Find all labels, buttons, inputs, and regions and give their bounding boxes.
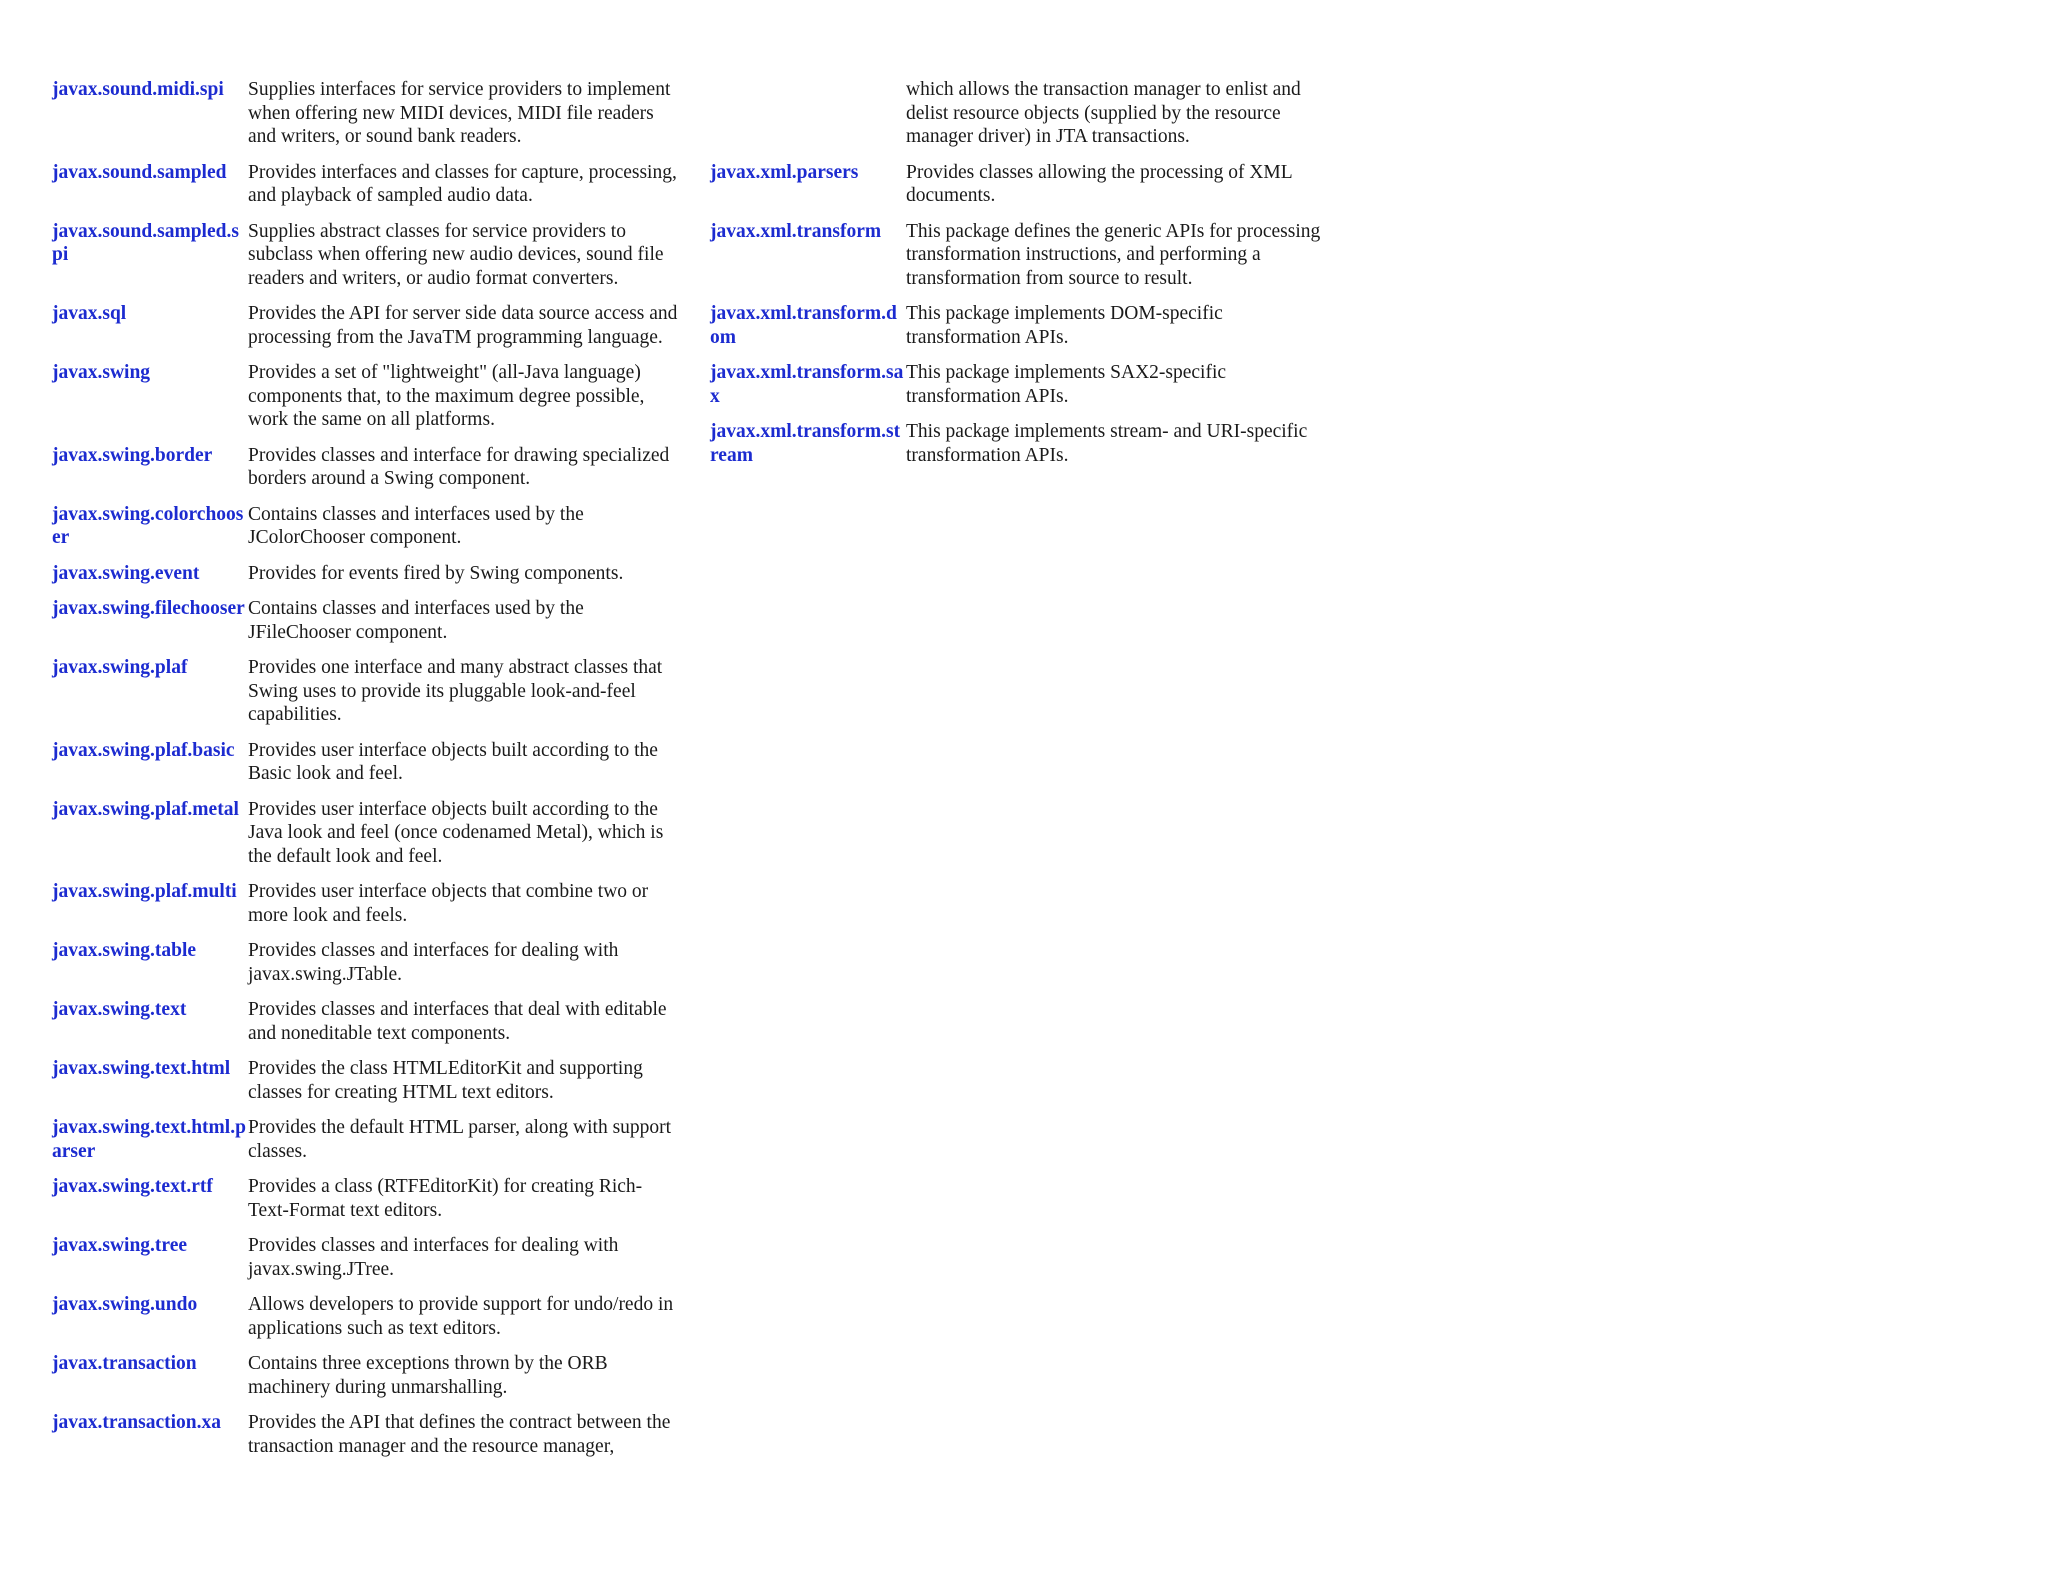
package-row [52,1175,682,1222]
package-row [710,161,1340,208]
package-description: Supplies abstract classes for service providers to subclass when offering new audio devices, sound file readers and writers, or audio format converters. [248,220,664,289]
package-description: Provides user interface objects built according to the Basic look and feel. [248,739,658,784]
package-link[interactable]: javax.transaction.xa [52,1412,221,1433]
package-row [52,1293,682,1340]
package-description: Contains classes and interfaces used by the JColorChooser component. [248,503,584,548]
package-description: Provides the API for server side data source access and processing from the JavaTM programming language. [248,303,678,348]
package-row [52,161,682,208]
package-row [52,78,682,149]
package-row [52,1057,682,1104]
package-link[interactable]: javax.swing.text [52,999,187,1020]
package-row [52,1411,682,1458]
package-row [710,302,1340,349]
package-link[interactable]: javax.sound.midi.spi [52,79,224,100]
package-link[interactable]: javax.sql [52,303,127,324]
package-link[interactable]: javax.swing.plaf.metal [52,798,239,820]
package-link[interactable]: javax.swing.filechooser [52,598,245,619]
package-link[interactable]: javax.swing.colorchooser [52,503,244,548]
package-description: Provides the default HTML parser, along with support classes. [248,1117,672,1162]
package-description: This package defines the generic APIs for processing transformation instructions, and performing a transformation from source to result. [906,220,1321,289]
package-description: Provides a set of "lightweight" (all-Java language) components that, to the maximum degree possible, work the same on all platforms. [248,362,645,430]
package-description: This package implements DOM-specific transformation APIs. [906,303,1223,348]
left-column [52,78,682,1470]
package-row [710,220,1340,291]
package-description: Provides classes and interfaces for dealing with javax.swing.JTable. [248,940,619,985]
package-link[interactable]: javax.transaction [52,1353,197,1374]
package-description: Provides classes and interfaces for dealing with javax.swing.JTree. [248,1235,619,1280]
package-link[interactable]: javax.xml.parsers [710,161,859,183]
package-description: Contains classes and interfaces used by the JFileChooser component. [248,598,584,643]
package-link[interactable]: javax.xml.transform [710,220,882,242]
package-description: Provides the class HTMLEditorKit and supporting classes for creating HTML text editors. [248,1058,643,1103]
package-row [52,739,682,786]
package-link[interactable]: javax.xml.transform.sax [710,362,904,407]
right-column [710,78,1340,479]
package-description: Provides interfaces and classes for capture, processing, and playback of sampled audio data. [248,161,677,206]
package-row [52,656,682,727]
package-link[interactable]: javax.swing [52,362,151,383]
package-description: Provides the API that defines the contract between the transaction manager and the resource manager, [248,1412,671,1457]
package-link[interactable]: javax.swing.event [52,562,200,584]
package-link[interactable]: javax.xml.transform.dom [710,303,897,348]
package-row [52,597,682,644]
package-link[interactable]: javax.swing.undo [52,1294,198,1315]
package-description: Provides one interface and many abstract classes that Swing uses to provide its pluggable look-and-feel capabilities. [248,657,663,725]
package-link[interactable]: javax.swing.text.rtf [52,1176,213,1197]
package-link[interactable]: javax.xml.transform.stream [710,421,901,466]
package-row [52,1116,682,1163]
package-link[interactable]: javax.sound.sampled [52,161,227,183]
package-description: This package implements SAX2-specific transformation APIs. [906,362,1227,407]
package-link[interactable]: javax.swing.table [52,940,197,961]
package-description: which allows the transaction manager to enlist and delist resource objects (supplied by the resource manager driver) in JTA transactions. [906,79,1301,147]
package-row [52,880,682,927]
package-description: Provides user interface objects built according to the Java look and feel (once codenamed Metal), which is the default look and feel. [248,798,664,867]
package-description: Supplies interfaces for service providers to implement when offering new MIDI devices, MIDI file readers and writers, or sound bank readers. [248,79,671,147]
package-row [710,420,1340,467]
package-row [52,798,682,869]
package-description: Contains three exceptions thrown by the ORB machinery during unmarshalling. [248,1353,608,1398]
package-row [52,1352,682,1399]
package-link[interactable]: javax.swing.plaf.basic [52,739,235,761]
package-row [52,1234,682,1281]
package-link[interactable]: javax.swing.text.html [52,1058,231,1079]
package-row [710,361,1340,408]
package-link[interactable]: javax.swing.text.html.parser [52,1117,246,1162]
package-row [52,220,682,291]
package-row [52,444,682,491]
package-link[interactable]: javax.swing.border [52,444,213,466]
package-description: Allows developers to provide support for undo/redo in applications such as text editors. [248,1294,674,1339]
package-description: Provides classes allowing the processing of XML documents. [906,161,1292,206]
package-row [52,998,682,1045]
package-link[interactable]: javax.swing.plaf.multi [52,881,237,902]
package-row [52,503,682,550]
package-row [52,361,682,432]
package-description: Provides for events fired by Swing components. [248,562,624,584]
package-description: Provides classes and interfaces that deal with editable and noneditable text components. [248,999,667,1044]
package-description: Provides user interface objects that combine two or more look and feels. [248,881,649,926]
package-link[interactable]: javax.sound.sampled.spi [52,220,239,265]
package-link[interactable]: javax.swing.tree [52,1235,188,1256]
package-row [52,562,682,586]
package-row [52,939,682,986]
package-description: Provides a class (RTFEditorKit) for creating Rich-Text-Format text editors. [248,1176,643,1221]
package-row [52,302,682,349]
package-link[interactable]: javax.swing.plaf [52,657,188,678]
package-description: This package implements stream- and URI-specific transformation APIs. [906,421,1308,466]
package-row [710,78,1340,149]
package-description: Provides classes and interface for drawing specialized borders around a Swing component. [248,444,670,489]
